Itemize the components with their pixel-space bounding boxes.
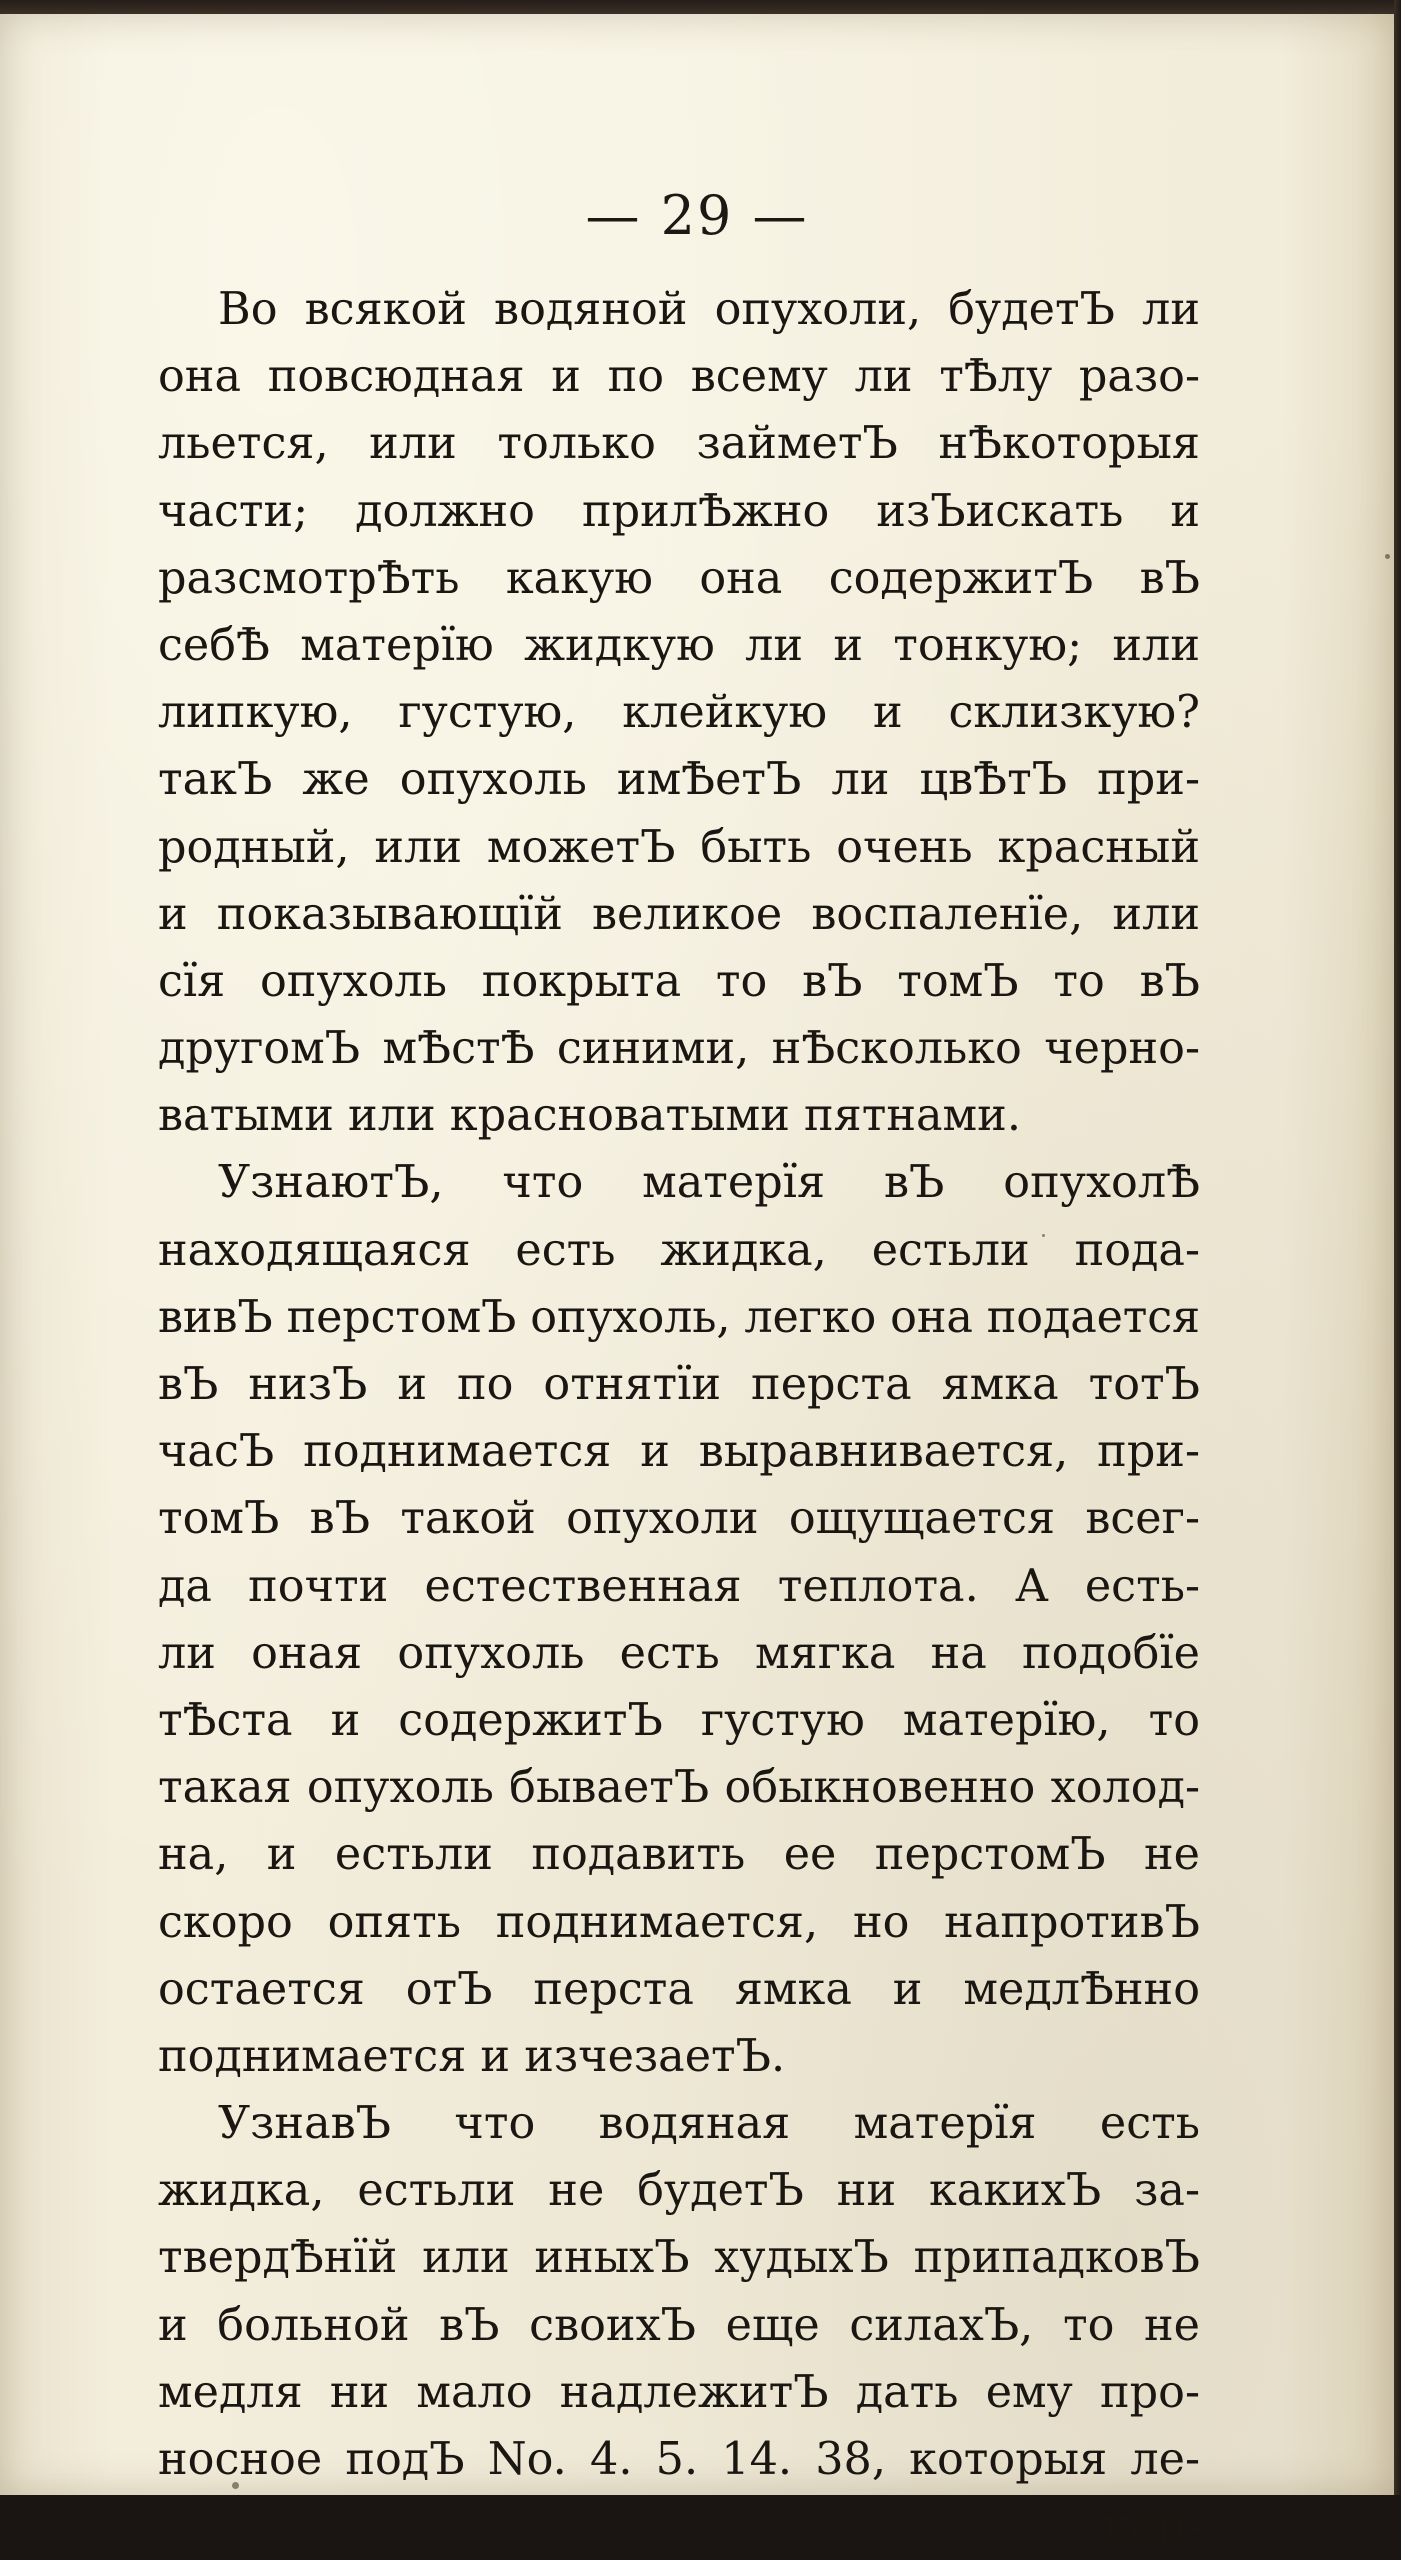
text-line: вЪ низЪ и по отнятїи перста ямка тотЪ bbox=[158, 1359, 1200, 1410]
text-line: жидка, естьли не будетЪ ни какихЪ за- bbox=[158, 2165, 1200, 2217]
text-line: твердѢнїй или иныхЪ худыхЪ припадковЪ bbox=[158, 2232, 1200, 2284]
text-line: она повсюдная и по всему ли тѢлу разо- bbox=[158, 351, 1200, 403]
text-line: липкую, густую, клейкую и склизкую? bbox=[158, 687, 1200, 739]
page-body-text bbox=[158, 276, 1200, 2560]
text-line: находящаяся есть жидка, естьли пода- bbox=[158, 1224, 1200, 1276]
text-line: Во всякой водяной опухоли, будетЪ ли bbox=[218, 284, 1200, 335]
paper-speck bbox=[1385, 554, 1390, 559]
text-line: родный, или можетЪ быть очень красный bbox=[158, 821, 1200, 873]
text-line: тѢста и содержитЪ густую матерїю, то bbox=[158, 1694, 1200, 1746]
text-line: томЪ вЪ такой опухоли ощущается всег- bbox=[158, 1493, 1200, 1545]
page-top-edge bbox=[0, 0, 1401, 14]
text-line: часЪ поднимается и выравнивается, при- bbox=[158, 1426, 1200, 1478]
book-page bbox=[0, 14, 1394, 2553]
text-line: другомЪ мѢстѢ синими, нѢсколько черно- bbox=[158, 1023, 1200, 1075]
text-line: ватыми или красноватыми пятнами. bbox=[158, 1090, 1021, 1142]
text-line: и показывающїй великое воспаленїе, или bbox=[158, 888, 1200, 940]
text-line: медля ни мало надлежитЪ дать ему про- bbox=[158, 2366, 1200, 2418]
text-line: себѢ матерїю жидкую ли и тонкую; или bbox=[158, 619, 1200, 671]
text-line: скоро опять поднимается, но напротивЪ bbox=[158, 1896, 1200, 1948]
text-line: УзнаютЪ, что матерїя вЪ опухолѢ bbox=[218, 1157, 1200, 1209]
text-line: на, и естьли подавить ее перстомЪ не bbox=[158, 1829, 1200, 1881]
text-line: да почти естественная теплота. А есть- bbox=[158, 1560, 1200, 1612]
text-line: разсмотрѢть какую она содержитЪ вЪ bbox=[158, 552, 1200, 604]
page-right-edge bbox=[1394, 0, 1401, 2495]
text-line: остается отЪ перста ямка и медлѢнно bbox=[158, 1963, 1200, 2015]
page-number-header: — 29 — bbox=[585, 184, 809, 247]
text-line: такая опухоль бываетЪ обыкновенно холод- bbox=[158, 1762, 1200, 1814]
text-line: носное подЪ No. 4. 5. 14. 38, которыя ле- bbox=[158, 2434, 1200, 2485]
text-line: льется, или только займетЪ нѢкоторыя bbox=[158, 418, 1200, 470]
text-line: УзнавЪ что водяная матерїя есть bbox=[218, 2098, 1200, 2150]
text-line: и больной вЪ своихЪ еще силахЪ, то не bbox=[158, 2299, 1200, 2351]
text-line: вивЪ перстомЪ опухоль, легко она подается bbox=[158, 1291, 1200, 1343]
text-line: сїя опухоль покрыта то вЪ томЪ то вЪ bbox=[158, 955, 1200, 1007]
text-line: поднимается и изчезаетЪ. bbox=[158, 2030, 786, 2082]
text-line: кар- bbox=[1102, 2501, 1200, 2553]
text-line: ли оная опухоль есть мягка на подобїе bbox=[158, 1627, 1200, 1679]
text-line: части; должно прилѢжно изЪискать и bbox=[158, 485, 1200, 537]
text-line: такЪ же опухоль имѢетЪ ли цвѢтЪ при- bbox=[158, 754, 1200, 806]
